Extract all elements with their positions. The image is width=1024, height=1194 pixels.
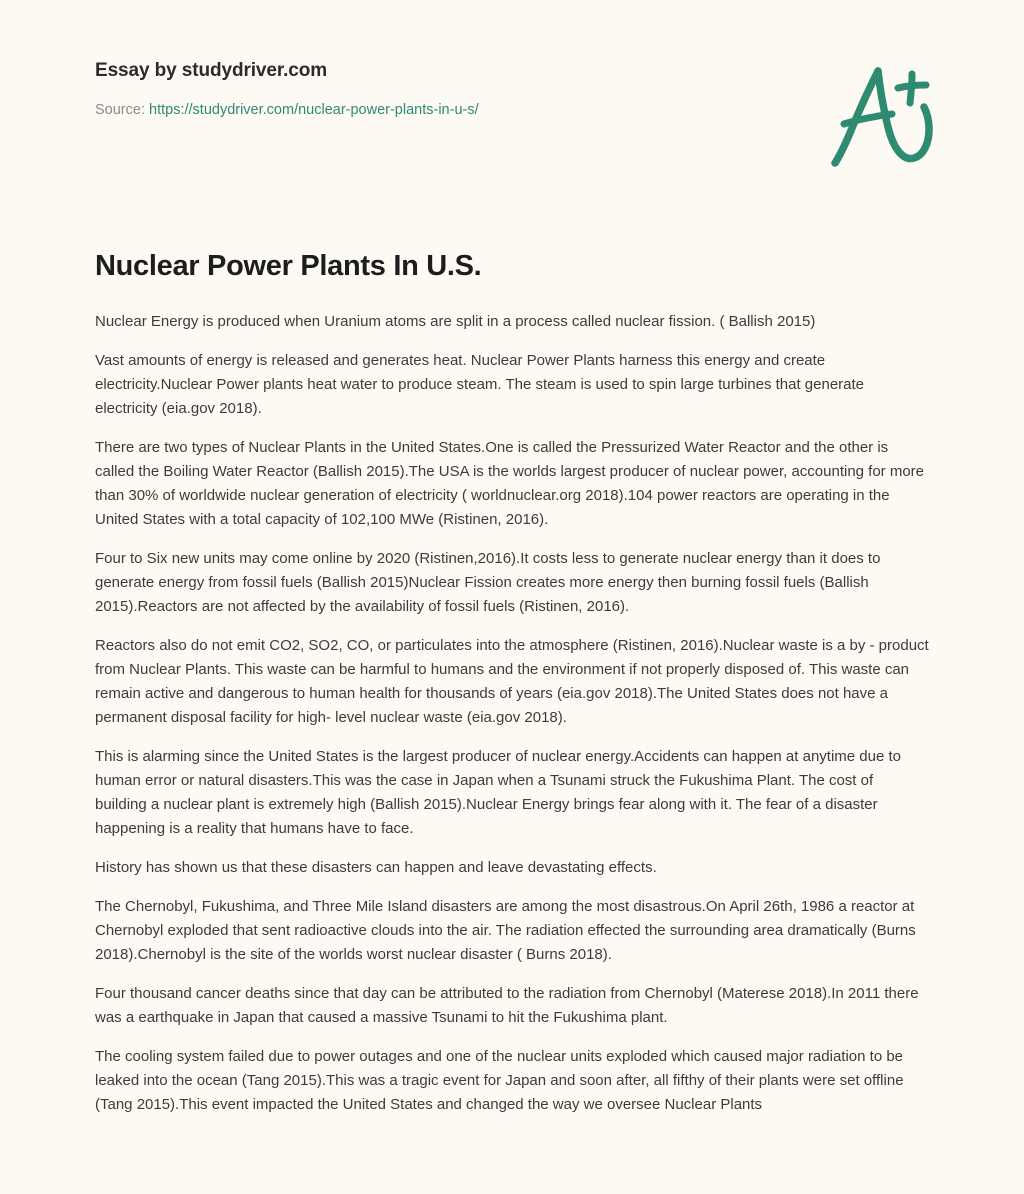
a-plus-logo-svg [820, 55, 940, 180]
article-paragraph: Reactors also do not emit CO2, SO2, CO, or particulates into the atmosphere (Ristinen, 2016).Nuclear waste is a by - product from Nuclear Plants. This waste can be harmful to humans and the environment if not properly disposed of. This waste can remain active and dangerous to human health for thousands of years (eia.gov 2018).The United States does not have a permanent disposal facility for high- level nuclear waste (eia.gov 2018). [95, 637, 929, 727]
article-paragraph: This is alarming since the United States is the largest producer of nuclear energy.Accidents can happen at anytime due to human error or natural disasters.This was the case in Japan when a Tsunami struck the Fukushima Plant. The cost of building a nuclear plant is extremely high (Ballish 2015).Nuclear Energy brings fear along with it. The fear of a disaster happening is a reality that humans have to face. [95, 748, 902, 838]
article-paragraph: Four to Six new units may come online by 2020 (Ristinen,2016).It costs less to generate nuclear energy than it does to generate energy from fossil fuels (Ballish 2015)Nuclear Fission creates more energy then burning fossil fuels (Ballish 2015).Reactors are not affected by the availability of fossil fuels (Ristinen, 2016). [95, 550, 881, 616]
source-line [95, 101, 929, 120]
article-paragraph: The Chernobyl, Fukushima, and Three Mile Island disasters are among the most disastrous.On April 26th, 1986 a reactor at Chernobyl exploded that sent radioactive clouds into the air. The radiation effected the surrounding area dramatically (Burns 2018).Chernobyl is the site of the worlds worst nuclear disaster ( Burns 2018). [95, 898, 916, 964]
article-paragraph: There are two types of Nuclear Plants in the United States.One is called the Pressurized Water Reactor and the other is called the Boiling Water Reactor (Ballish 2015).The USA is the worlds largest producer of nuclear power, accounting for more than 30% of worldwide nuclear generation of electricity ( worldnuclear.org 2018).104 power reactors are operating in the United States with a total capacity of 102,100 MWe (Ristinen, 2016). [95, 439, 925, 529]
source-label: Source: [95, 101, 145, 118]
essay-byline: Essay by studydriver.com [95, 60, 328, 81]
article-body [0, 284, 1024, 1157]
article-paragraph: The cooling system failed due to power outages and one of the nuclear units exploded which caused major radiation to be leaked into the ocean (Tang 2015).This was a tragic event for Japan and soon after, all fifthy of their plants were set offline (Tang 2015).This event impacted the United States and changed the way we oversee Nuclear Plants [95, 1048, 904, 1114]
source-url-link[interactable]: https://studydriver.com/nuclear-power-plants-in-u-s/ [149, 101, 479, 118]
article-paragraph: Vast amounts of energy is released and generates heat. Nuclear Power Plants harness this energy and create electricity.Nuclear Power plants heat water to produce steam. The steam is used to spin large turbines that generate electricity (eia.gov 2018). [95, 352, 865, 418]
a-plus-logo-icon [820, 55, 940, 180]
document-header [0, 0, 1024, 200]
page-title: Nuclear Power Plants In U.S. [95, 250, 482, 282]
article-paragraph: Nuclear Energy is produced when Uranium atoms are split in a process called nuclear fission. ( Ballish 2015) [95, 313, 816, 331]
article-paragraph: Four thousand cancer deaths since that day can be attributed to the radiation from Chernobyl (Materese 2018).In 2011 there was a earthquake in Japan that caused a massive Tsunami to hit the Fukushima plant. [95, 985, 919, 1027]
article-paragraph: History has shown us that these disasters can happen and leave devastating effects. [95, 859, 657, 877]
